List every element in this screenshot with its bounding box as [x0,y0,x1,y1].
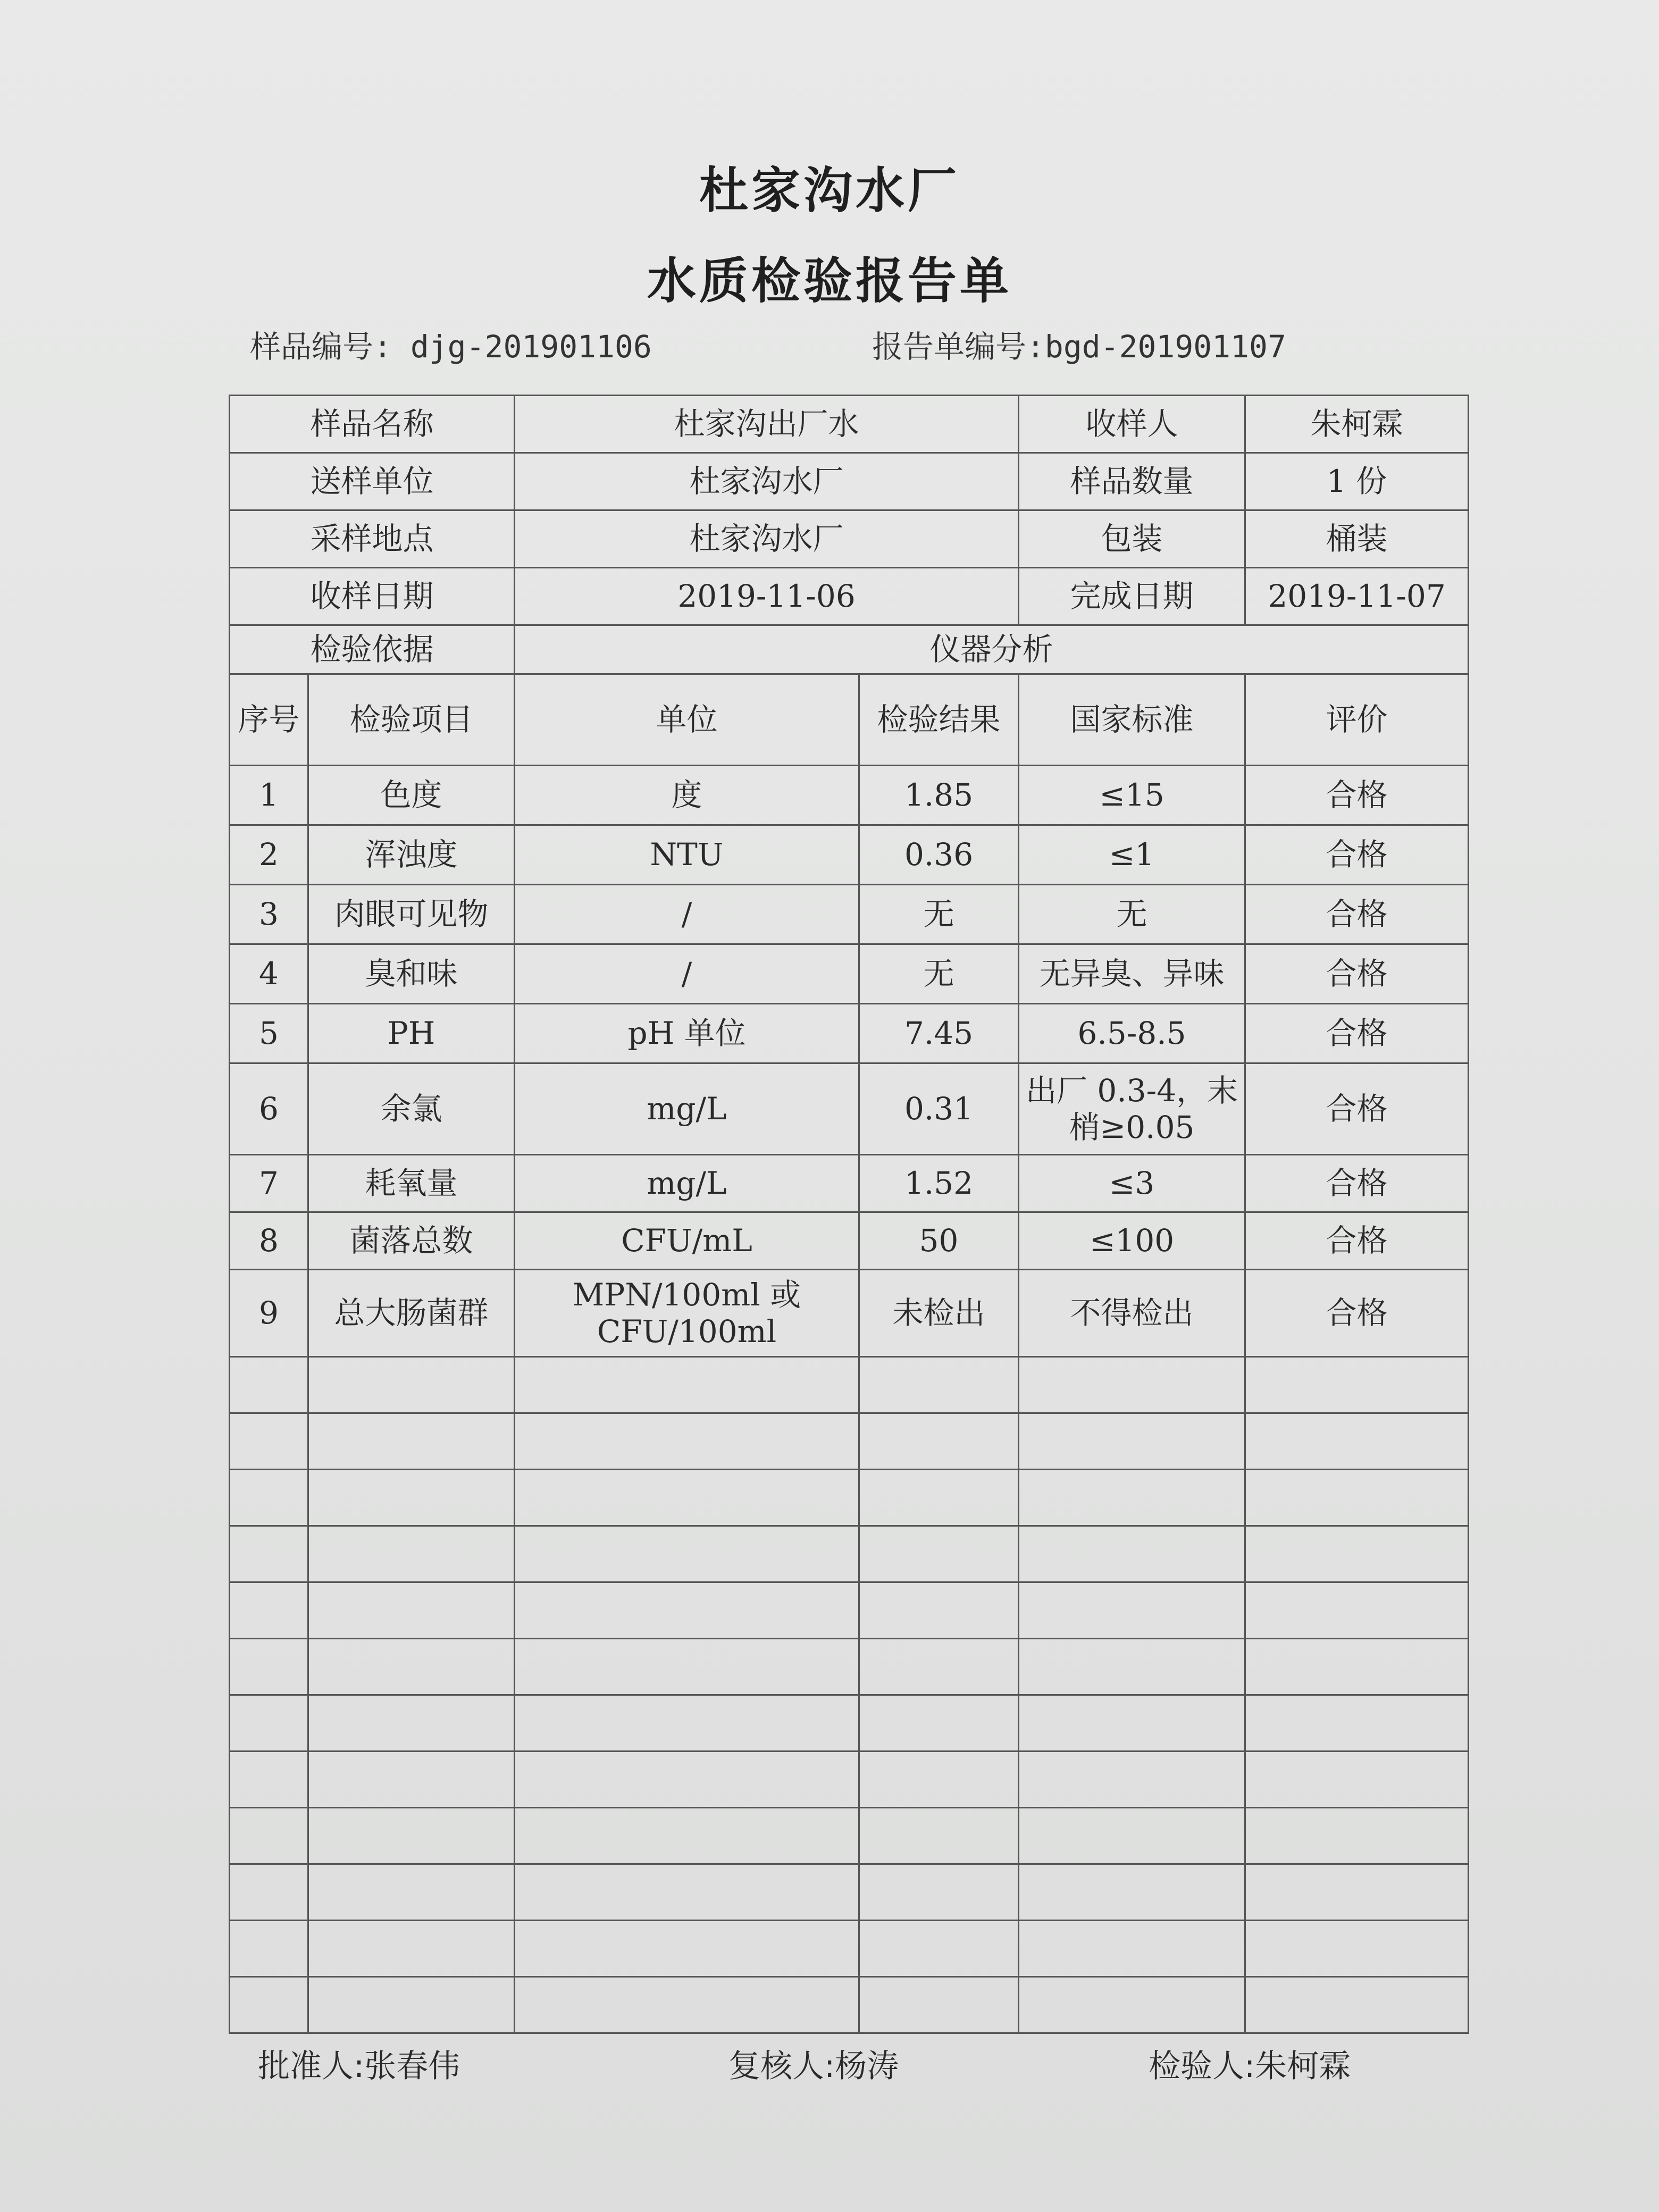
inspector-label: 检验人: [1149,2048,1255,2085]
blank-cell [859,1977,1019,2033]
item-name: 色度 [308,766,515,825]
table-row [230,1212,1469,1270]
blank-cell [1019,1582,1245,1639]
blank-cell [308,1413,515,1470]
blank-row [230,1695,1469,1752]
item-evaluation: 合格 [1245,1155,1469,1212]
table-row [230,1004,1469,1063]
blank-row [230,1752,1469,1808]
sample-number-label: 样品编号: [250,329,392,365]
sample-number-value: djg-201901106 [410,329,652,365]
item-name: 耗氧量 [308,1155,515,1212]
item-name: PH [308,1004,515,1063]
blank-cell [1245,1526,1469,1582]
item-standard: ≤100 [1019,1212,1245,1270]
blank-cell [515,1357,859,1413]
table-row [230,825,1469,885]
blank-cell [230,1864,308,1921]
table-row [230,944,1469,1004]
blank-cell [308,1808,515,1864]
info-value: 1 份 [1245,453,1469,510]
table-row [230,885,1469,944]
item-unit: MPN/100ml 或 CFU/100ml [515,1270,859,1357]
blank-row [230,1526,1469,1582]
info-value: 杜家沟水厂 [515,510,1019,568]
info-label: 样品数量 [1019,453,1245,510]
info-row [230,568,1469,625]
info-label: 收样人 [1019,396,1245,453]
blank-cell [230,1977,308,2033]
blank-cell [1245,1752,1469,1808]
info-row [230,625,1469,674]
blank-row [230,1582,1469,1639]
blank-cell [515,1526,859,1582]
reviewer-name: 杨涛 [835,2048,899,2085]
table-row [230,1270,1469,1357]
blank-cell [230,1470,308,1526]
blank-cell [1019,1752,1245,1808]
item-evaluation: 合格 [1245,885,1469,944]
item-result: 0.36 [859,825,1019,885]
blank-cell [859,1752,1019,1808]
sample-number-line [250,322,652,366]
item-standard: 无异臭、异味 [1019,944,1245,1004]
blank-cell [859,1695,1019,1752]
column-header: 序号 [230,674,308,766]
item-result: 1.52 [859,1155,1019,1212]
blank-cell [230,1639,308,1695]
item-name: 菌落总数 [308,1212,515,1270]
info-label: 完成日期 [1019,568,1245,625]
blank-cell [308,1921,515,1977]
column-header: 国家标准 [1019,674,1245,766]
blank-cell [515,1921,859,1977]
blank-cell [1245,1639,1469,1695]
item-name: 总大肠菌群 [308,1270,515,1357]
blank-row [230,1357,1469,1413]
blank-cell [308,1695,515,1752]
inspection-table [229,395,1469,2034]
info-label: 包装 [1019,510,1245,568]
blank-cell [308,1752,515,1808]
blank-cell [859,1921,1019,1977]
item-result: 7.45 [859,1004,1019,1063]
blank-cell [308,1470,515,1526]
item-index: 5 [230,1004,308,1063]
blank-cell [230,1695,308,1752]
item-standard: 6.5-8.5 [1019,1004,1245,1063]
item-standard: 不得检出 [1019,1270,1245,1357]
blank-cell [859,1357,1019,1413]
item-evaluation: 合格 [1245,1004,1469,1063]
item-unit: NTU [515,825,859,885]
blank-row [230,1808,1469,1864]
blank-cell [1019,1921,1245,1977]
blank-cell [308,1864,515,1921]
info-value: 杜家沟出厂水 [515,396,1019,453]
blank-row [230,1864,1469,1921]
reviewer-label: 复核人: [728,2048,835,2085]
item-result: 无 [859,885,1019,944]
blank-cell [230,1808,308,1864]
blank-cell [308,1526,515,1582]
item-unit: CFU/mL [515,1212,859,1270]
item-evaluation: 合格 [1245,1063,1469,1155]
blank-cell [230,1413,308,1470]
approver-signature [258,2041,460,2087]
info-label: 送样单位 [230,453,515,510]
item-standard: ≤1 [1019,825,1245,885]
blank-cell [230,1582,308,1639]
item-evaluation: 合格 [1245,944,1469,1004]
blank-cell [1019,1639,1245,1695]
blank-cell [859,1639,1019,1695]
blank-cell [515,1977,859,2033]
info-label: 采样地点 [230,510,515,568]
item-evaluation: 合格 [1245,825,1469,885]
blank-cell [1245,1470,1469,1526]
blank-row [230,1639,1469,1695]
blank-cell [1019,1470,1245,1526]
info-row [230,453,1469,510]
info-label: 收样日期 [230,568,515,625]
blank-cell [1245,1808,1469,1864]
blank-cell [230,1752,308,1808]
item-evaluation: 合格 [1245,1212,1469,1270]
item-unit: pH 单位 [515,1004,859,1063]
info-value: 2019-11-06 [515,568,1019,625]
info-value: 2019-11-07 [1245,568,1469,625]
info-row [230,510,1469,568]
table-row [230,766,1469,825]
blank-cell [230,1357,308,1413]
table-row [230,1155,1469,1212]
blank-row [230,1977,1469,2033]
info-row [230,396,1469,453]
report-number-value: bgd-201901107 [1044,329,1286,365]
blank-row [230,1470,1469,1526]
blank-cell [515,1752,859,1808]
item-standard: 无 [1019,885,1245,944]
item-index: 7 [230,1155,308,1212]
item-result: 50 [859,1212,1019,1270]
blank-cell [1245,1582,1469,1639]
report-number-line [872,322,1286,366]
blank-cell [859,1413,1019,1470]
item-result: 0.31 [859,1063,1019,1155]
item-index: 1 [230,766,308,825]
report-number-label: 报告单编号: [872,329,1045,365]
blank-cell [1019,1413,1245,1470]
item-index: 9 [230,1270,308,1357]
blank-cell [1019,1977,1245,2033]
item-unit: mg/L [515,1063,859,1155]
info-value: 仪器分析 [515,625,1469,674]
blank-cell [859,1864,1019,1921]
blank-cell [1019,1526,1245,1582]
blank-cell [1245,1695,1469,1752]
column-header: 检验项目 [308,674,515,766]
item-unit: / [515,944,859,1004]
item-name: 余氯 [308,1063,515,1155]
blank-cell [308,1582,515,1639]
item-evaluation: 合格 [1245,1270,1469,1357]
item-index: 4 [230,944,308,1004]
item-index: 6 [230,1063,308,1155]
column-header: 评价 [1245,674,1469,766]
blank-cell [859,1526,1019,1582]
inspector-signature [1149,2041,1351,2087]
info-label: 样品名称 [230,396,515,453]
item-name: 肉眼可见物 [308,885,515,944]
item-index: 3 [230,885,308,944]
info-value: 朱柯霖 [1245,396,1469,453]
blank-cell [859,1582,1019,1639]
blank-cell [308,1977,515,2033]
item-result: 1.85 [859,766,1019,825]
info-value: 桶装 [1245,510,1469,568]
item-evaluation: 合格 [1245,766,1469,825]
item-unit: 度 [515,766,859,825]
blank-cell [515,1413,859,1470]
blank-cell [230,1526,308,1582]
blank-row [230,1413,1469,1470]
info-value: 杜家沟水厂 [515,453,1019,510]
item-result: 未检出 [859,1270,1019,1357]
item-name: 浑浊度 [308,825,515,885]
item-result: 无 [859,944,1019,1004]
plant-title: 杜家沟水厂 [699,162,960,219]
items-header-row [230,674,1469,766]
column-header: 单位 [515,674,859,766]
blank-row [230,1921,1469,1977]
blank-cell [230,1921,308,1977]
blank-cell [859,1470,1019,1526]
blank-cell [515,1864,859,1921]
blank-cell [515,1695,859,1752]
item-unit: mg/L [515,1155,859,1212]
report-title: 水质检验报告单 [647,253,1012,309]
blank-cell [1019,1864,1245,1921]
item-standard: ≤15 [1019,766,1245,825]
blank-cell [515,1470,859,1526]
blank-cell [308,1639,515,1695]
blank-cell [1245,1357,1469,1413]
blank-cell [1019,1357,1245,1413]
blank-cell [859,1808,1019,1864]
item-name: 臭和味 [308,944,515,1004]
blank-cell [1019,1695,1245,1752]
approver-label: 批准人: [258,2048,365,2085]
approver-name: 张春伟 [364,2048,460,2085]
blank-cell [515,1639,859,1695]
blank-cell [1245,1921,1469,1977]
blank-cell [515,1582,859,1639]
blank-cell [1245,1977,1469,2033]
item-index: 8 [230,1212,308,1270]
item-standard: 出厂 0.3-4，末梢≥0.05 [1019,1063,1245,1155]
blank-cell [515,1808,859,1864]
blank-cell [1245,1864,1469,1921]
blank-cell [1245,1413,1469,1470]
blank-rows [230,1357,1469,2033]
item-unit: / [515,885,859,944]
info-label: 检验依据 [230,625,515,674]
blank-cell [1019,1808,1245,1864]
reviewer-signature [728,2041,899,2087]
column-header: 检验结果 [859,674,1019,766]
inspector-name: 朱柯霖 [1255,2048,1351,2085]
item-index: 2 [230,825,308,885]
item-standard: ≤3 [1019,1155,1245,1212]
blank-cell [308,1357,515,1413]
table-row [230,1063,1469,1155]
